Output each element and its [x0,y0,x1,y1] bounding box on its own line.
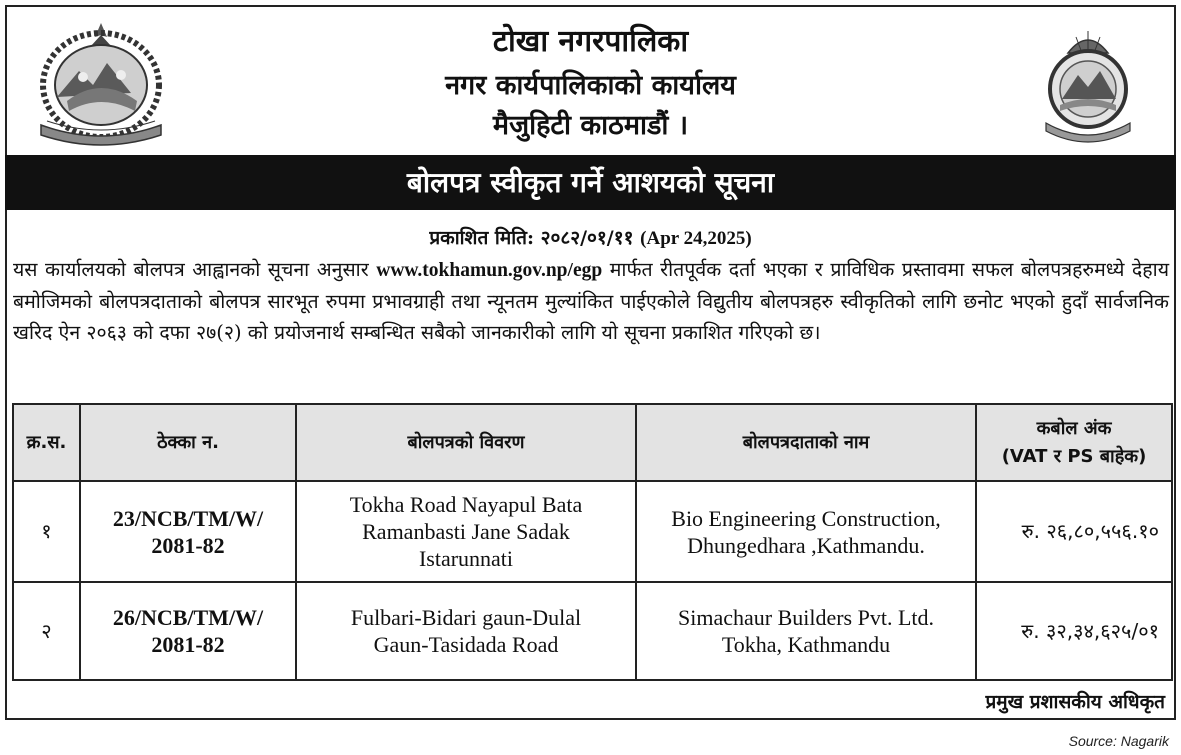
row-contract-no [80,582,296,680]
description-line2: Ramanbasti Jane Sadak [362,519,570,544]
description-line2: Gaun-Tasidada Road [373,632,559,657]
contract-no-line2: 2081-82 [151,532,225,558]
row-sn: १ [13,481,80,582]
notice-text-before-url: यस कार्यालयको बोलपत्र आह्वानको सूचना अनुसार [13,258,369,281]
table-header-row [13,404,1172,481]
notice-header [5,5,1176,155]
accepted-bids-table [12,403,1173,681]
header-bid-description: बोलपत्रको विवरण [296,404,636,481]
contract-no-line2: 2081-82 [151,632,225,657]
office-location: मैजुहिटी काठमाडौं । [492,110,689,141]
source-credit: Source: Nagarik [1068,733,1169,749]
row-quoted-amount: रु. ३२,३४,६२५/०१ [976,582,1172,680]
row-quoted-amount: रु. २६,८०,५५६.१० [976,481,1172,582]
office-name: नगर कार्यपालिकाको कार्यालय [445,70,736,101]
published-date [0,224,1181,250]
table-row [13,582,1172,680]
row-bid-description [296,481,636,582]
bidder-line1: Simachaur Builders Pvt. Ltd. [677,605,935,630]
egp-url-link[interactable]: www.tokhamun.gov.np/egp [376,260,603,281]
header-amount-line2: (VAT र PS बाहेक) [1001,445,1147,467]
description-line1: Fulbari-Bidari gaun-Dulal [350,605,582,630]
signatory-title: प्रमुख प्रशासकीय अधिकृत [985,691,1165,713]
notice-paragraph [13,254,1169,348]
published-date-label: प्रकाशित मिति: २०८२/०१/११ [429,227,634,249]
header-quoted-amount [976,404,1172,481]
published-date-english: (Apr 24,2025) [640,228,752,249]
contract-no-line1: 26/NCB/TM/W/ [112,605,264,630]
bidder-line1: Bio Engineering Construction, [671,505,941,531]
row-bidder-name [636,481,976,582]
bidder-line2: Dhungedhara ,Kathmandu. [687,532,925,558]
row-contract-no [80,481,296,582]
row-bidder-name [636,582,976,680]
table-row [13,481,1172,582]
contract-no-line1: 23/NCB/TM/W/ [112,505,264,531]
municipality-name: टोखा नगरपालिका [492,24,689,59]
header-amount-line1: कबोल अंक [1036,417,1112,439]
description-line3: Istarunnati [418,546,514,571]
header-contract-no: ठेक्का न. [80,404,296,481]
header-bidder-name: बोलपत्रदाताको नाम [636,404,976,481]
description-line1: Tokha Road Nayapul Bata [349,492,583,517]
row-bid-description [296,582,636,680]
tokha-municipality-logo-icon [1038,27,1138,145]
notice-title-banner: बोलपत्र स्वीकृत गर्ने आशयको सूचना [5,155,1176,210]
header-sn: क्र.स. [13,404,80,481]
bidder-line2: Tokha, Kathmandu [721,632,891,657]
row-sn: २ [13,582,80,680]
notice-text-after-url: मार्फत रीतपूर्वक दर्ता भएका र प्राविधिक प्रस्तावमा सफल बोलपत्रहरुमध्ये देहाय बमोजिमको बोलपत्रदाताको बोलपत्र सारभूत रुपमा प्रभावग्राही तथा न्यूनतम मुल्यांकित पाईएकोले विद्युतीय बोलपत्रहरु स्वीकृतिको लागि छनोट भएको हुदाँ सार्वजनिक खरिद ऐन २०६३ को दफा २७(२) को प्रयोजनार्थ सम्बन्धित सबैको जानकारीको लागि यो सूचना प्रकाशित गरिएको छ। [13,258,1169,344]
